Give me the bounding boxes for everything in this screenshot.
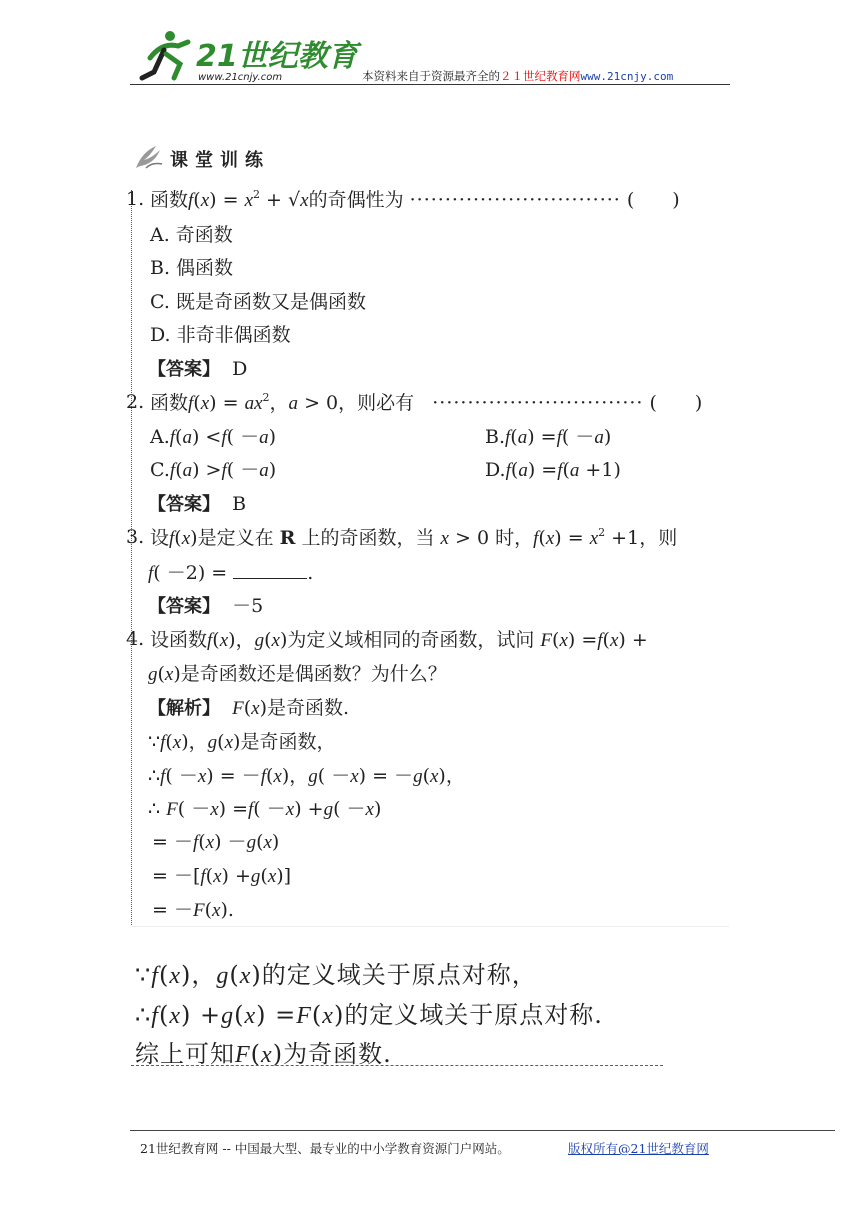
q1-answer: 【答案】 D — [148, 358, 248, 380]
logo-text: 21世纪教育 — [196, 39, 358, 74]
q1-stem: 函数$f(x) = x^2 + √x$的奇偶性为 ······························ ( ) — [150, 188, 680, 211]
q3-blank-line: f( －2) = . — [148, 562, 314, 584]
logo-url: www.21cnjy.com — [198, 72, 283, 83]
footer-text: 21世纪教育网 -- 中国最大型、最专业的中小学教育资源门户网站。 — [140, 1141, 510, 1156]
header-rule — [130, 84, 730, 85]
q4-step-6: = －F(x). — [152, 899, 234, 921]
q2-number: 2. — [126, 391, 145, 413]
q4-number: 4. — [126, 628, 145, 650]
q1-option-a: A. 奇函数 — [150, 224, 233, 246]
section-divider — [131, 926, 729, 927]
q3-stem: 设f(x)是定义在 R 上的奇函数，当 x > 0 时，$f(x) = x^2 +1$，则 — [150, 526, 678, 549]
q2-option-a: A.f(a) <f( －a) — [150, 426, 276, 448]
q4-stem: 设函数f(x)，g(x)为定义域相同的奇函数，试问 F(x) =f(x) + — [150, 629, 648, 651]
footer-rule — [130, 1130, 835, 1131]
continuation-line-2: ∴f(x) +g(x) =F(x)的定义域关于原点对称. — [135, 1001, 603, 1029]
q1-option-b: B. 偶函数 — [150, 257, 234, 279]
q4-step-5: = －[f(x) +g(x)] — [152, 865, 292, 887]
q4-step-1: ∵f(x)，g(x)是奇函数， — [148, 731, 336, 753]
header-brand: ２１世纪教育网 — [500, 69, 581, 83]
continuation-line-1: ∵f(x)，g(x)的定义域关于原点对称， — [135, 961, 537, 989]
header-tagline: 本资料来自于资源最齐全的２１世纪教育网www.21cnjy.com — [362, 69, 674, 83]
q2-option-c: C.f(a) >f( －a) — [150, 459, 277, 481]
site-logo — [140, 28, 358, 84]
q2-answer: 【答案】 B — [148, 493, 247, 515]
q4-stem-cont: g(x)是奇函数还是偶函数？为什么？ — [148, 663, 447, 685]
q4-step-3: ∴ F( －x) =f( －x) +g( －x) — [148, 798, 382, 820]
footer-copyright-link[interactable]: 版权所有@21世纪教育网 — [568, 1141, 709, 1156]
q4-step-2: ∴f( －x) = －f(x)，g( －x) = －g(x)， — [148, 765, 465, 787]
q1-option-c: C. 既是奇函数又是偶函数 — [150, 291, 366, 313]
q2-option-d: D.f(a) =f(a +1) — [485, 459, 621, 481]
q3-answer: 【答案】 －5 — [148, 595, 264, 617]
q2-option-b: B.f(a) =f( －a) — [485, 426, 612, 448]
continuation-line-3: 综上可知F(x)为奇函数. — [135, 1040, 392, 1068]
margin-guide — [131, 190, 132, 927]
q2-stem: 函数$f(x) = ax^2$，a > 0，则必有 ······························ ( ) — [150, 391, 703, 414]
section-title: 课堂训练 — [170, 150, 270, 171]
q1-number: 1. — [126, 188, 145, 210]
q4-analysis: 【解析】 F(x)是奇函数. — [148, 697, 350, 719]
header-url: www.21cnjy.com — [580, 70, 674, 83]
q1-option-d: D. 非奇非偶函数 — [150, 324, 291, 346]
q3-number: 3. — [126, 526, 145, 548]
q4-step-4: = －f(x) －g(x) — [152, 831, 280, 853]
continuation-underline — [131, 1065, 663, 1066]
brush-icon — [134, 142, 164, 170]
